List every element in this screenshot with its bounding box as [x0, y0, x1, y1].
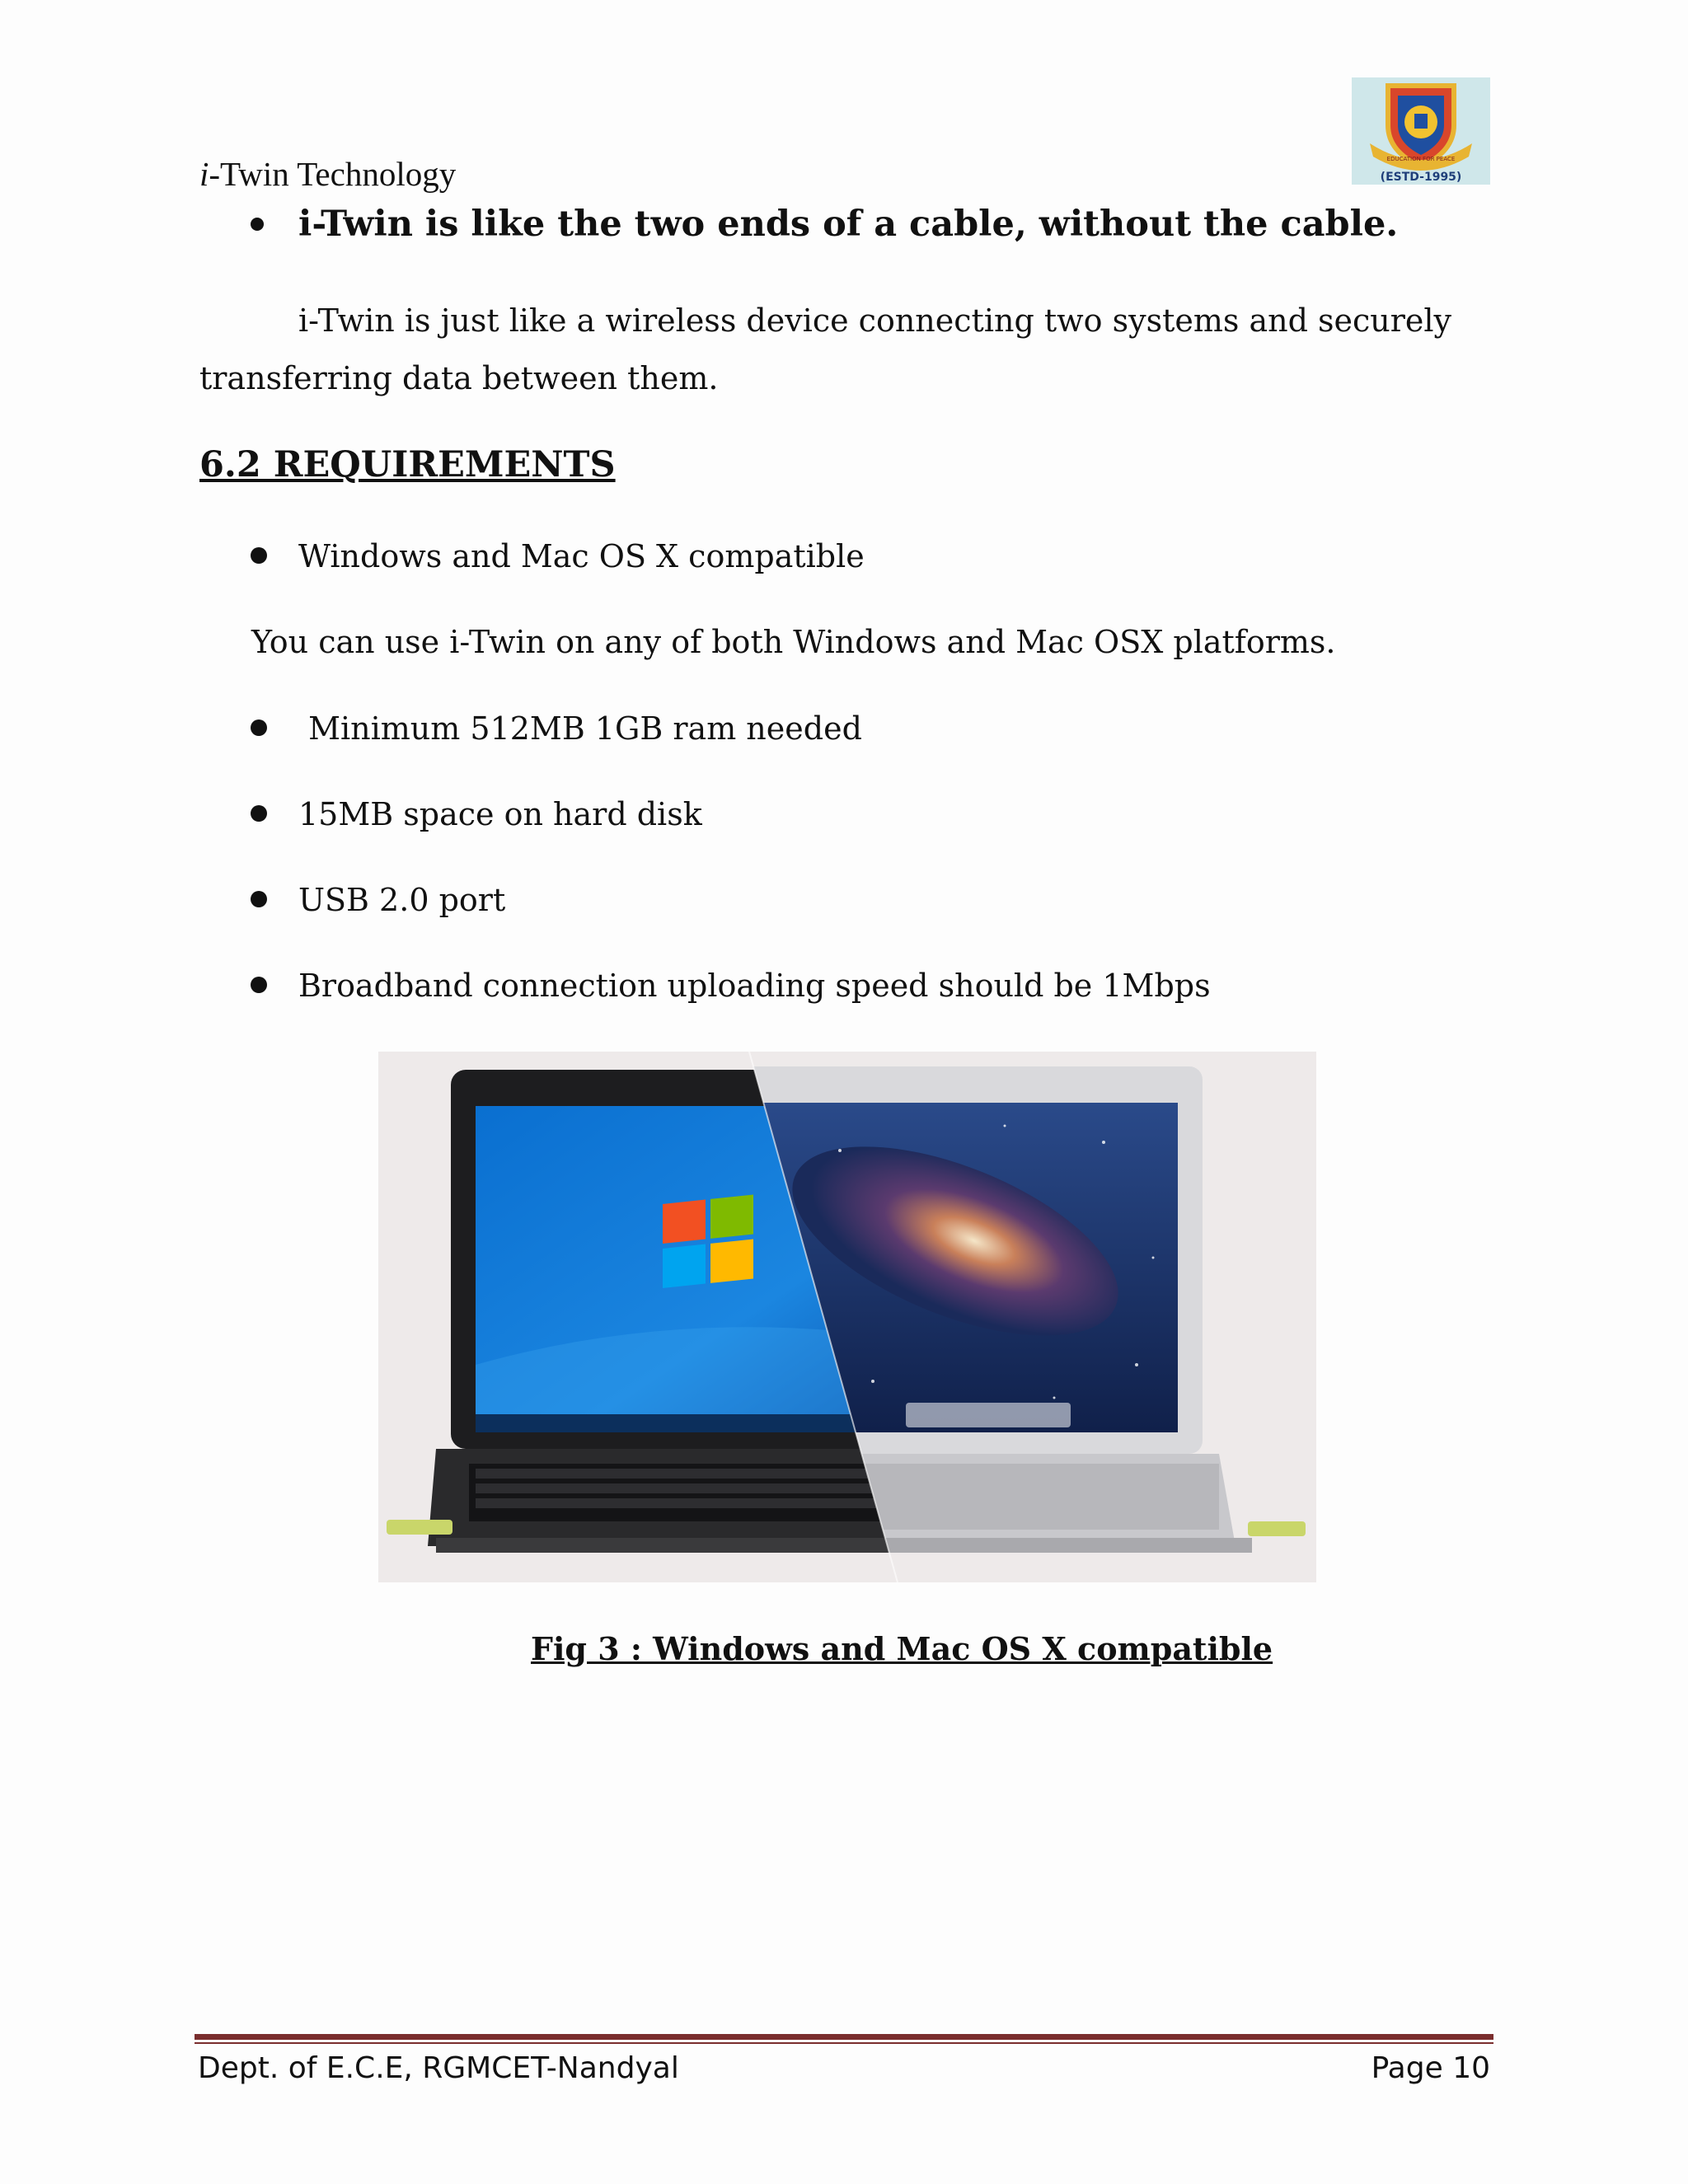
bullet-marker [251, 719, 267, 736]
requirement-item: USB 2.0 port [298, 882, 506, 918]
header-title-rest: -Twin Technology [209, 155, 457, 193]
header-italic-prefix: i [199, 155, 209, 193]
intro-paragraph: i-Twin is just like a wireless device connecting two systems and securely transferring data between them. [199, 302, 1452, 396]
running-header [199, 153, 456, 194]
logo-estd-text: (ESTD-1995) [1380, 171, 1462, 184]
requirement-item: 15MB space on hard disk [298, 796, 702, 832]
bullet-marker [251, 547, 267, 564]
requirement-item: Minimum 512MB 1GB ram needed [298, 710, 862, 747]
section-heading: 6.2 REQUIREMENTS [199, 444, 616, 485]
logo-banner-text: EDUCATION FOR PEACE [1386, 156, 1456, 162]
footer-page-number: Page 10 [1371, 2051, 1490, 2085]
bullet-marker [251, 805, 267, 822]
figure-caption: Fig 3 : Windows and Mac OS X compatible [531, 1630, 1273, 1667]
requirement-item: Windows and Mac OS X compatible [298, 538, 865, 574]
requirement-note: You can use i-Twin on any of both Windows and Mac OSX platforms. [251, 624, 1336, 660]
footer-divider [195, 2034, 1493, 2040]
bullet-marker [251, 218, 264, 231]
intro-bullet: i-Twin is like the two ends of a cable, without the cable. [298, 204, 1399, 245]
requirement-item: Broadband connection uploading speed should be 1Mbps [298, 968, 1211, 1004]
footer-divider-thin [195, 2042, 1493, 2044]
bullet-marker [251, 891, 267, 907]
bullet-marker [251, 977, 267, 993]
college-logo [1352, 77, 1490, 185]
footer-department: Dept. of E.C.E, RGMCET-Nandyal [198, 2051, 679, 2085]
windows-mac-laptop-image [378, 1052, 1316, 1582]
